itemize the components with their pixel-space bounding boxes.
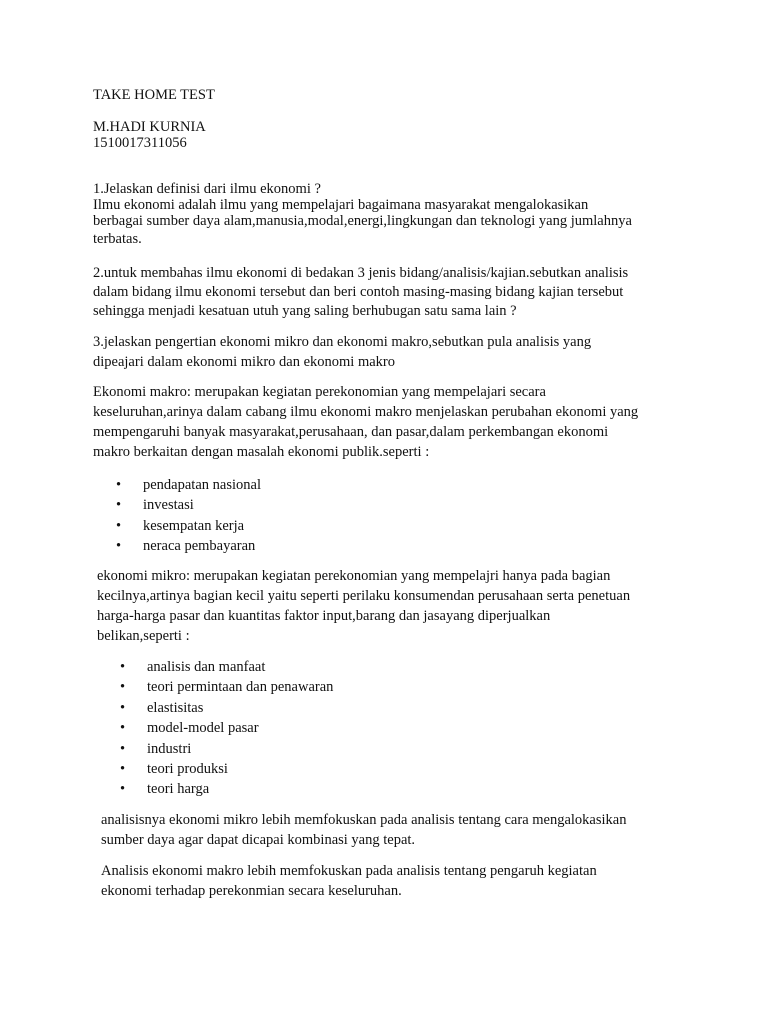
answer-1-line: terbatas. [93,231,142,247]
list-item: • teori permintaan dan penawaran [120,677,333,697]
conclusion-mikro-line: analisisnya ekonomi mikro lebih memfokuskan pada analisis tentang cara mengalokasikan [101,812,627,828]
makro-line: keseluruhan,arinya dalam cabang ilmu ekonomi makro menjelaskan perubahan ekonomi yang [93,404,639,420]
conclusion-makro-line: ekonomi terhadap perekonmian secara keseluruhan. [101,883,402,899]
makro-line: mempengaruhi banyak masyarakat,perusahaan, dan pasar,dalam perkembangan ekonomi [93,424,609,440]
list-item: • teori produksi [120,759,333,779]
list-item: • analisis dan manfaat [120,657,333,677]
question-1-line: 1.Jelaskan definisi dari ilmu ekonomi ? [93,181,321,197]
question-2-line: 2.untuk membahas ilmu ekonomi di bedakan 3 jenis bidang/analisis/kajian.sebutkan analisis [93,265,629,281]
list-item: • neraca pembayaran [116,536,261,556]
answer-1-line: Ilmu ekonomi adalah ilmu yang mempelajari bagaimana masyarakat mengalokasikan [93,197,589,213]
list-item: • elastisitas [120,698,333,718]
question-3-line: dipeajari dalam ekonomi mikro dan ekonomi makro [93,354,396,370]
makro-line: makro berkaitan dengan masalah ekonomi publik.seperti : [93,444,430,460]
makro-line: Ekonomi makro: merupakan kegiatan perekonomian yang mempelajari secara [93,384,546,400]
list-item: • model-model pasar [120,718,333,738]
student-id: 1510017311056 [93,135,187,151]
list-item: • industri [120,739,333,759]
list-item: • pendapatan nasional [116,475,261,495]
document-title: TAKE HOME TEST [93,87,215,103]
question-2-line: sehingga menjadi kesatuan utuh yang saling berhubugan satu sama lain ? [93,303,517,319]
author-name: M.HADI KURNIA [93,119,206,135]
list-item: • teori harga [120,779,333,799]
list-item: • kesempatan kerja [116,516,261,536]
makro-list [116,475,261,557]
mikro-line: belikan,seperti : [97,628,190,644]
conclusion-makro-line: Analisis ekonomi makro lebih memfokuskan pada analisis tentang pengaruh kegiatan [101,863,597,879]
list-item: • investasi [116,495,261,515]
conclusion-mikro-line: sumber daya agar dapat dicapai kombinasi yang tepat. [101,832,416,848]
mikro-line: ekonomi mikro: merupakan kegiatan perekonomian yang mempelajri hanya pada bagian [97,568,611,584]
mikro-line: kecilnya,artinya bagian kecil yaitu seperti perilaku konsumendan perusahaan serta penetuan [97,588,631,604]
question-3-line: 3.jelaskan pengertian ekonomi mikro dan ekonomi makro,sebutkan pula analisis yang [93,334,592,350]
mikro-list [120,657,333,800]
question-2-line: dalam bidang ilmu ekonomi tersebut dan beri contoh masing-masing bidang kajian tersebut [93,284,624,300]
answer-1-line: berbagai sumber daya alam,manusia,modal,energi,lingkungan dan teknologi yang jumlahnya [93,213,632,229]
mikro-line: harga-harga pasar dan kuantitas faktor input,barang dan jasayang diperjualkan [97,608,551,624]
